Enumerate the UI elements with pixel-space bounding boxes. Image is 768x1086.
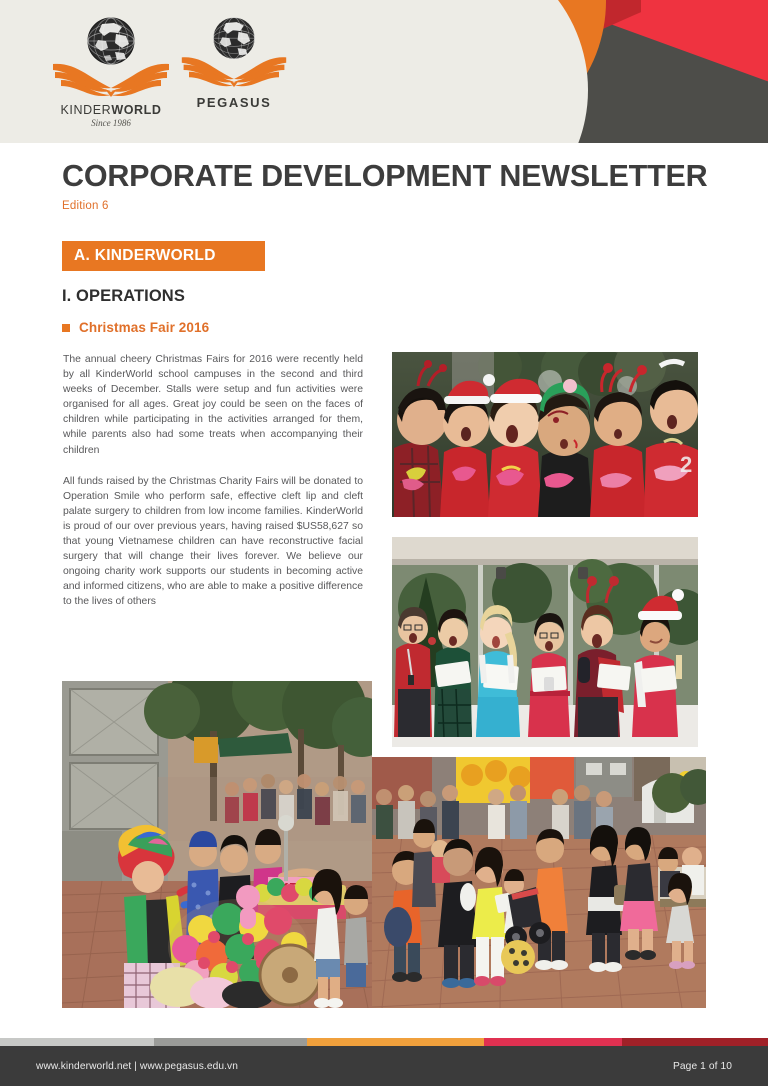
operations-heading: I. OPERATIONS: [62, 287, 185, 305]
kinderworld-logo: [42, 14, 180, 128]
photo-fair-crowd-image: [372, 757, 706, 1008]
photo-staff-carolers: [392, 537, 698, 747]
paragraph: The annual cheery Christmas Fairs for 2016 were recently held by all KinderWorld school campuses in the second and third weeks of December. Stalls were setup and fun activities were organised for all ages. Great joy could be seen on the faces of children while participating in the activities arranged for them, while parents also had some treats when accompanying their children: [63, 354, 363, 456]
photo-staff-carolers-image: [392, 537, 698, 747]
article-text-column: [63, 352, 363, 626]
page-header: [0, 0, 768, 143]
pegasus-logo: [176, 14, 292, 110]
paragraph: All funds raised by the Christmas Charity Fairs will be donated to Operation Smile who perform safe, effective cleft lip and cleft palate surgery to children from low income families. KinderWorld is proud of our over previous years, having raised $US58,627 so that young Vietnamese children can have reconstructive facial surgery that will change their lives forever. We believe our ongoing charity work supports our students in becoming active and informed citizens, who are able to make a positive difference to the lives of others: [63, 475, 363, 608]
stripe-segment-4: [484, 1038, 622, 1046]
section-band-kinderworld: [62, 241, 265, 271]
square-bullet-icon: [62, 324, 70, 332]
page-title: CORPORATE DEVELOPMENT NEWSLETTER: [62, 159, 708, 193]
header-beige-curve: [288, 0, 588, 143]
kinderworld-tagline: Since 1986: [91, 118, 131, 128]
photo-balloon-clown-fair: [62, 681, 372, 1008]
page-footer: [0, 1046, 768, 1086]
stripe-segment-2: [154, 1038, 308, 1046]
photo-balloon-clown-image: [62, 681, 372, 1008]
subsection-heading: [62, 320, 209, 335]
edition-label: Edition 6: [62, 200, 109, 213]
kinderworld-name-light: KINDER: [60, 103, 112, 117]
section-band-label: A. KINDERWORLD: [74, 247, 216, 264]
svg-text:2: 2: [680, 452, 693, 477]
kinderworld-name-bold: WORLD: [111, 103, 162, 117]
stripe-segment-1: [0, 1038, 154, 1046]
footer-links[interactable]: www.kinderworld.net | www.pegasus.edu.vn: [36, 1060, 239, 1072]
stripe-segment-3: [307, 1038, 484, 1046]
photo-children-choir-image: [392, 352, 698, 517]
pegasus-wordmark: PEGASUS: [196, 95, 272, 110]
title-block: [62, 160, 722, 212]
photo-children-choir: [392, 352, 698, 517]
footer-color-stripe: [0, 1038, 768, 1046]
footer-page-number: Page 1 of 10: [673, 1060, 732, 1072]
kinderworld-wordmark: [42, 103, 180, 117]
photo-fair-crowd-plaza: [372, 757, 706, 1008]
subsection-label: Christmas Fair 2016: [79, 320, 210, 335]
stripe-segment-5: [622, 1038, 768, 1046]
logo-group: [0, 0, 330, 143]
